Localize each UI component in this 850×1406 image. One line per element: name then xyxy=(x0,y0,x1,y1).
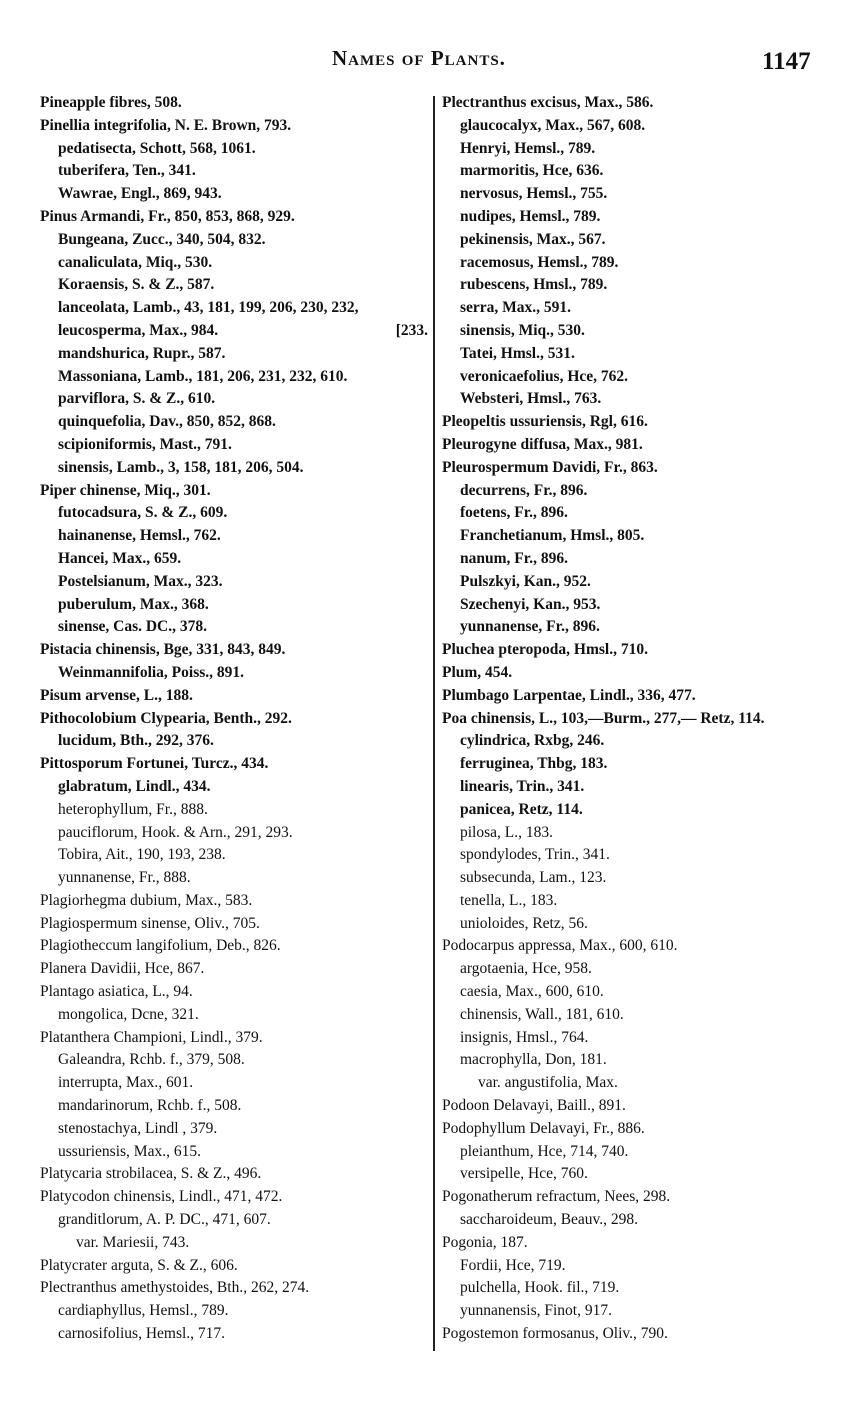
index-entry-text: Galeandra, Rchb. f., 379, 508. xyxy=(58,1051,245,1069)
index-entry xyxy=(40,1186,430,1209)
index-entry xyxy=(442,708,827,731)
index-entry-text: pulchella, Hook. fil., 719. xyxy=(460,1279,620,1297)
index-entry xyxy=(442,320,827,343)
index-entry-text: yunnanense, Fr., 888. xyxy=(58,869,191,887)
index-entry-text: Pinus Armandi, Fr., 850, 853, 868, 929. xyxy=(40,207,295,225)
index-entry xyxy=(40,297,430,320)
index-entry xyxy=(40,730,430,753)
index-entry-text: yunnanense, Fr., 896. xyxy=(460,618,600,636)
index-entry xyxy=(442,138,827,161)
index-entry xyxy=(442,388,827,411)
index-entry xyxy=(40,981,430,1004)
index-entry xyxy=(442,685,827,708)
index-entry-text: Plum, 454. xyxy=(442,663,513,681)
index-entry-text: macrophylla, Don, 181. xyxy=(460,1051,607,1069)
index-entry xyxy=(442,1255,827,1278)
index-entry-text: Plumbago Larpentae, Lindl., 336, 477. xyxy=(442,686,696,704)
index-entry-text: Pinellia integrifolia, N. E. Brown, 793. xyxy=(40,116,292,134)
index-entry xyxy=(442,274,827,297)
index-entry-text: nervosus, Hemsl., 755. xyxy=(460,185,608,203)
index-entry xyxy=(442,206,827,229)
index-entry-text: quinquefolia, Dav., 850, 852, 868. xyxy=(58,413,276,431)
index-entry xyxy=(40,388,430,411)
index-entry xyxy=(40,1255,430,1278)
index-entry-text: Plectranthus amethystoides, Bth., 262, 274. xyxy=(40,1279,310,1297)
index-entry xyxy=(40,1232,430,1255)
index-entry-text: interrupta, Max., 601. xyxy=(58,1074,194,1092)
index-entry xyxy=(442,571,827,594)
index-entry-text: heterophyllum, Fr., 888. xyxy=(58,800,208,818)
page-title: Names of Plants. xyxy=(332,46,506,70)
index-entry-text: sinensis, Miq., 530. xyxy=(460,321,585,339)
index-entry-text: Podoon Delavayi, Baill., 891. xyxy=(442,1097,626,1115)
index-entry xyxy=(40,616,430,639)
index-entry-text: Henryi, Hemsl., 789. xyxy=(460,139,596,157)
index-entry-text: Pleurospermum Davidi, Fr., 863. xyxy=(442,458,658,476)
index-entry xyxy=(442,753,827,776)
index-entry-text: mandarinorum, Rchb. f., 508. xyxy=(58,1097,242,1115)
index-entry xyxy=(40,1095,430,1118)
index-entry xyxy=(442,480,827,503)
index-entry-text: decurrens, Fr., 896. xyxy=(460,481,588,499)
index-entry xyxy=(442,297,827,320)
index-entry xyxy=(442,115,827,138)
index-entry xyxy=(442,1209,827,1232)
index-entry xyxy=(40,913,430,936)
index-entry-text: hainanense, Hemsl., 762. xyxy=(58,527,221,545)
index-entry-text: Platycodon chinensis, Lindl., 471, 472. xyxy=(40,1188,283,1206)
index-entry-text: Websteri, Hmsl., 763. xyxy=(460,390,602,408)
index-entry xyxy=(40,662,430,685)
index-entry-text: Koraensis, S. & Z., 587. xyxy=(58,276,215,294)
index-entry-text: Pineapple fibres, 508. xyxy=(40,94,182,111)
index-entry xyxy=(40,252,430,275)
index-entry xyxy=(442,1277,827,1300)
index-entry-text: Wawrae, Engl., 869, 943. xyxy=(58,185,222,203)
index-entry-text: tenella, L., 183. xyxy=(460,891,558,909)
index-entry xyxy=(40,594,430,617)
index-entry xyxy=(442,1027,827,1050)
index-entry xyxy=(442,1072,827,1095)
index-entry-text: pauciflorum, Hook. & Arn., 291, 293. xyxy=(58,823,293,841)
index-entry-text: ferruginea, Thbg, 183. xyxy=(460,755,608,773)
index-entry-text: argotaenia, Hce, 958. xyxy=(460,960,592,978)
index-column-right xyxy=(442,92,827,1346)
index-entry-text: var. Mariesii, 743. xyxy=(76,1233,190,1251)
index-entry-text: mongolica, Dcne, 321. xyxy=(58,1005,199,1023)
index-entry xyxy=(40,639,430,662)
index-entry-text: Pogonatherum refractum, Nees, 298. xyxy=(442,1188,671,1206)
index-entry-text: Pluchea pteropoda, Hmsl., 710. xyxy=(442,641,648,659)
index-entry-text: sinensis, Lamb., 3, 158, 181, 206, 504. xyxy=(58,458,304,476)
index-entry-text: parviflora, S. & Z., 610. xyxy=(58,390,216,408)
index-entry-text: linearis, Trin., 341. xyxy=(460,777,585,795)
index-entry-text: cylindrica, Rxbg, 246. xyxy=(460,732,605,750)
index-entry xyxy=(40,411,430,434)
index-entry xyxy=(40,1141,430,1164)
index-entry-text: glabratum, Lindl., 434. xyxy=(58,777,211,795)
index-entry xyxy=(40,1209,430,1232)
index-entry xyxy=(40,1300,430,1323)
index-entry-text: Hancei, Max., 659. xyxy=(58,549,182,567)
index-entry xyxy=(442,981,827,1004)
index-entry-continuation: [233. xyxy=(395,321,428,339)
index-entry-text: insignis, Hmsl., 764. xyxy=(460,1028,589,1046)
index-entry-text: lanceolata, Lamb., 43, 181, 199, 206, 230, 232, xyxy=(58,299,359,317)
index-entry-text: Pithocolobium Clypearia, Benth., 292. xyxy=(40,709,292,727)
index-entry xyxy=(40,183,430,206)
index-entry xyxy=(40,799,430,822)
index-entry xyxy=(442,411,827,434)
index-entry xyxy=(442,548,827,571)
index-entry xyxy=(40,1277,430,1300)
index-entry-text: chinensis, Wall., 181, 610. xyxy=(460,1005,624,1023)
index-entry-text: Platycrater arguta, S. & Z., 606. xyxy=(40,1256,238,1274)
index-entry xyxy=(40,343,430,366)
index-entry xyxy=(442,890,827,913)
index-entry xyxy=(442,867,827,890)
index-entry xyxy=(442,776,827,799)
index-entry-text: yunnanensis, Finot, 917. xyxy=(460,1302,612,1320)
index-entry-text: Planera Davidii, Hce, 867. xyxy=(40,960,205,978)
index-entry xyxy=(442,1118,827,1141)
index-entry xyxy=(442,1095,827,1118)
index-entry-text: stenostachya, Lindl , 379. xyxy=(58,1119,218,1137)
index-entry-text: versipelle, Hce, 760. xyxy=(460,1165,588,1183)
index-entry-text: puberulum, Max., 368. xyxy=(58,595,209,613)
index-entry xyxy=(442,160,827,183)
index-entry xyxy=(40,753,430,776)
index-entry-text: var. angustifolia, Max. xyxy=(478,1074,618,1092)
index-entry-text: Pleurogyne diffusa, Max., 981. xyxy=(442,435,643,453)
index-entry-text: glaucocalyx, Max., 567, 608. xyxy=(460,116,646,134)
index-entry xyxy=(40,958,430,981)
index-entry xyxy=(40,548,430,571)
index-entry xyxy=(40,776,430,799)
index-entry xyxy=(40,320,430,343)
index-entry-text: Postelsianum, Max., 323. xyxy=(58,572,223,590)
index-entry-text: Tobira, Ait., 190, 193, 238. xyxy=(58,846,226,864)
index-entry-text: veronicaefolius, Hce, 762. xyxy=(460,367,629,385)
index-entry-text: futocadsura, S. & Z., 609. xyxy=(58,504,228,522)
index-entry-text: rubescens, Hmsl., 789. xyxy=(460,276,608,294)
index-entry xyxy=(40,366,430,389)
index-entry-text: Plagiospermum sinense, Oliv., 705. xyxy=(40,914,260,932)
index-entry-text: Pisum arvense, L., 188. xyxy=(40,686,193,704)
index-entry xyxy=(40,1323,430,1346)
index-entry xyxy=(40,206,430,229)
index-entry xyxy=(442,1141,827,1164)
index-entry xyxy=(442,662,827,685)
index-entry-text: Pulszkyi, Kan., 952. xyxy=(460,572,591,590)
index-entry-text: racemosus, Hemsl., 789. xyxy=(460,253,619,271)
index-entry-text: spondylodes, Trin., 341. xyxy=(460,846,610,864)
index-entry-text: carnosifolius, Hemsl., 717. xyxy=(58,1325,226,1343)
index-entry xyxy=(40,1049,430,1072)
page-number: 1147 xyxy=(762,48,811,75)
index-entry xyxy=(40,480,430,503)
index-entry-text: panicea, Retz, 114. xyxy=(460,800,583,818)
index-entry xyxy=(40,434,430,457)
index-entry xyxy=(40,115,430,138)
index-entry-text: scipioniformis, Mast., 791. xyxy=(58,435,232,453)
index-entry-text: subsecunda, Lam., 123. xyxy=(460,869,607,887)
index-entry xyxy=(442,913,827,936)
index-entry-text: pekinensis, Max., 567. xyxy=(460,230,606,248)
index-entry-text: serra, Max., 591. xyxy=(460,299,572,317)
index-entry xyxy=(442,958,827,981)
index-entry xyxy=(40,685,430,708)
page-header xyxy=(0,44,850,84)
index-entry-text: Plantago asiatica, L., 94. xyxy=(40,983,193,1001)
index-entry-text: foetens, Fr., 896. xyxy=(460,504,568,522)
index-entry xyxy=(442,502,827,525)
index-entry xyxy=(40,457,430,480)
index-entry xyxy=(40,274,430,297)
index-entry xyxy=(442,1232,827,1255)
index-entry-text: pleianthum, Hce, 714, 740. xyxy=(460,1142,629,1160)
index-entry xyxy=(442,1004,827,1027)
index-entry-text: pedatisecta, Schott, 568, 1061. xyxy=(58,139,256,157)
index-entry-text: Pogostemon formosanus, Oliv., 790. xyxy=(442,1325,668,1343)
index-entry-text: granditlorum, A. P. DC., 471, 607. xyxy=(58,1211,271,1229)
index-entry-text: Franchetianum, Hmsl., 805. xyxy=(460,527,645,545)
index-entry xyxy=(40,844,430,867)
index-entry xyxy=(40,502,430,525)
index-entry-text: Pogonia, 187. xyxy=(442,1233,528,1251)
index-entry-text: sinense, Cas. DC., 378. xyxy=(58,618,207,636)
index-entry-text: Tatei, Hmsl., 531. xyxy=(460,344,575,362)
index-entry xyxy=(442,229,827,252)
index-entry xyxy=(40,160,430,183)
index-entry xyxy=(442,730,827,753)
index-entry xyxy=(40,867,430,890)
index-entry xyxy=(442,639,827,662)
index-entry-text: caesia, Max., 600, 610. xyxy=(460,983,604,1001)
index-entry xyxy=(40,822,430,845)
index-entry-text: Plagiorhegma dubium, Max., 583. xyxy=(40,891,253,909)
index-entry-text: pilosa, L., 183. xyxy=(460,823,553,841)
index-entry xyxy=(40,571,430,594)
index-entry-text: Piper chinense, Miq., 301. xyxy=(40,481,211,499)
index-entry xyxy=(40,935,430,958)
index-entry xyxy=(442,366,827,389)
index-entry xyxy=(40,1027,430,1050)
index-entry xyxy=(40,92,430,115)
index-entry xyxy=(442,1163,827,1186)
index-entry-text: lucidum, Bth., 292, 376. xyxy=(58,732,214,750)
index-entry xyxy=(40,1004,430,1027)
column-divider xyxy=(433,96,435,1351)
index-entry xyxy=(40,229,430,252)
index-entry-text: Weinmannifolia, Poiss., 891. xyxy=(58,663,245,681)
index-entry-text: Platanthera Championi, Lindl., 379. xyxy=(40,1028,263,1046)
index-entry xyxy=(442,1323,827,1346)
index-entry-text: ussuriensis, Max., 615. xyxy=(58,1142,201,1160)
index-column-left xyxy=(40,92,430,1346)
index-entry xyxy=(40,708,430,731)
index-entry xyxy=(442,183,827,206)
index-entry xyxy=(442,525,827,548)
index-entry-text: leucosperma, Max., 984. xyxy=(58,321,219,339)
index-entry xyxy=(442,252,827,275)
index-entry-text: Podocarpus appressa, Max., 600, 610. xyxy=(442,937,678,955)
index-entry-text: Pleopeltis ussuriensis, Rgl, 616. xyxy=(442,413,648,431)
index-entry-text: nudipes, Hemsl., 789. xyxy=(460,207,601,225)
index-entry xyxy=(40,1118,430,1141)
index-entry xyxy=(442,799,827,822)
index-entry-text: Platycaria strobilacea, S. & Z., 496. xyxy=(40,1165,262,1183)
index-entry xyxy=(442,1186,827,1209)
index-entry xyxy=(442,92,827,115)
index-entry xyxy=(442,844,827,867)
index-entry xyxy=(40,525,430,548)
index-entry-text: Plagiotheccum langifolium, Deb., 826. xyxy=(40,937,281,955)
index-entry-text: Plectranthus excisus, Max., 586. xyxy=(442,94,654,111)
index-entry xyxy=(442,1049,827,1072)
index-entry xyxy=(442,935,827,958)
index-entry xyxy=(40,138,430,161)
index-entry-text: canaliculata, Miq., 530. xyxy=(58,253,213,271)
index-entry-text: Podophyllum Delavayi, Fr., 886. xyxy=(442,1119,645,1137)
index-entry xyxy=(442,457,827,480)
index-entry-text: Pittosporum Fortunei, Turcz., 434. xyxy=(40,755,269,773)
index-entry-text: Pistacia chinensis, Bge, 331, 843, 849. xyxy=(40,641,286,659)
index-entry xyxy=(442,434,827,457)
index-entry xyxy=(40,1163,430,1186)
index-entry-text: Poa chinensis, L., 103,—Burm., 277,— Retz, 114. xyxy=(442,709,765,727)
index-entry-text: cardiaphyllus, Hemsl., 789. xyxy=(58,1302,229,1320)
index-entry-text: nanum, Fr., 896. xyxy=(460,549,568,567)
index-entry-text: Bungeana, Zucc., 340, 504, 832. xyxy=(58,230,266,248)
index-entry-text: saccharoideum, Beauv., 298. xyxy=(460,1211,639,1229)
index-entry xyxy=(442,343,827,366)
index-entry-text: Szechenyi, Kan., 953. xyxy=(460,595,601,613)
index-entry xyxy=(40,1072,430,1095)
index-entry xyxy=(442,822,827,845)
index-entry-text: mandshurica, Rupr., 587. xyxy=(58,344,226,362)
index-entry xyxy=(442,594,827,617)
index-entry xyxy=(442,1300,827,1323)
index-entry-text: tuberifera, Ten., 341. xyxy=(58,162,196,180)
index-entry-text: Fordii, Hce, 719. xyxy=(460,1256,566,1274)
index-entry-text: unioloides, Retz, 56. xyxy=(460,914,588,932)
index-entry xyxy=(442,616,827,639)
index-entry-text: marmoritis, Hce, 636. xyxy=(460,162,604,180)
index-entry xyxy=(40,890,430,913)
index-entry-text: Massoniana, Lamb., 181, 206, 231, 232, 610. xyxy=(58,367,348,385)
